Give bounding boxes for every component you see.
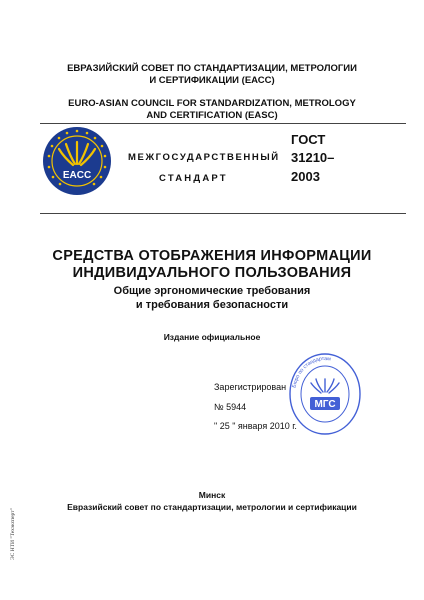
registration-number: № 5944 <box>214 402 247 412</box>
mgs-stamp-icon <box>288 352 362 436</box>
publisher-name: Евразийский совет по стандартизации, метрологии и сертификации <box>67 502 357 512</box>
gost-label: ГОСТ <box>291 132 326 147</box>
registration-label: Зарегистрирован <box>214 382 287 392</box>
council-header-ru-line1: ЕВРАЗИЙСКИЙ СОВЕТ ПО СТАНДАРТИЗАЦИИ, МЕТРОЛОГИИ <box>67 63 357 74</box>
council-header-en-line1: EURO-ASIAN COUNCIL FOR STANDARDIZATION, METROLOGY <box>68 98 356 109</box>
council-header-en-line2: AND CERTIFICATION (EASC) <box>146 110 278 121</box>
header-divider-bottom <box>40 213 406 214</box>
easc-logo-text: EACC <box>62 170 92 181</box>
stamp-ring-text: Бюро по стандартам <box>291 355 332 389</box>
side-credit-text: ЭС НТИ "Техэксперт" <box>10 508 16 560</box>
gost-year: 2003 <box>291 169 320 184</box>
official-edition-label: Издание официальное <box>163 332 261 342</box>
document-subtitle-line2: и требования безопасности <box>135 299 289 311</box>
gost-number: 31210– <box>291 150 335 165</box>
header-divider-top <box>40 123 406 124</box>
interstate-label: МЕЖГОСУДАРСТВЕННЫЙ <box>128 152 280 163</box>
document-title-line2: ИНДИВИДУАЛЬНОГО ПОЛЬЗОВАНИЯ <box>72 265 352 281</box>
easc-emblem-icon <box>42 126 112 196</box>
stamp-mgs-text: МГС <box>314 399 336 410</box>
registration-date: " 25 " января 2010 г. <box>214 421 297 431</box>
document-title-line1: СРЕДСТВА ОТОБРАЖЕНИЯ ИНФОРМАЦИИ <box>52 248 372 264</box>
council-header-ru <box>40 63 384 87</box>
publication-city: Минск <box>198 490 226 500</box>
council-header-en <box>40 98 384 122</box>
council-header-ru-line2: И СЕРТИФИКАЦИИ (ЕАСС) <box>149 75 275 86</box>
standard-label: СТАНДАРТ <box>159 173 228 184</box>
document-subtitle-line1: Общие эргономические требования <box>113 285 311 297</box>
